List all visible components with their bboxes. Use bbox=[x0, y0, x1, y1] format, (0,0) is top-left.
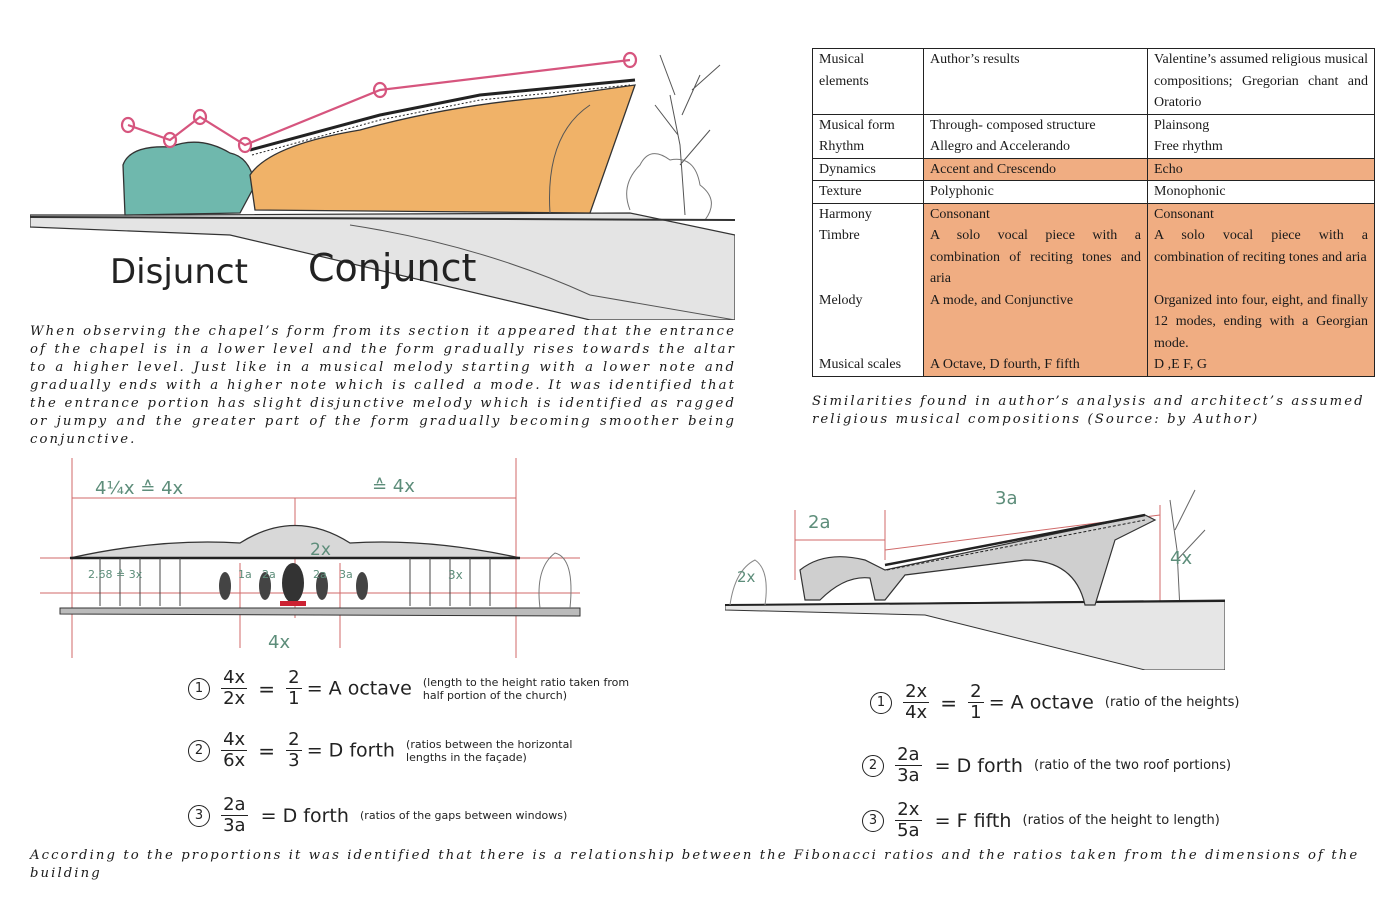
table-row: Musical form Through- composed structure Plainsong bbox=[813, 114, 1375, 136]
table-row: Harmony Consonant Consonant bbox=[813, 203, 1375, 225]
disjunct-label: Disjunct bbox=[110, 252, 248, 292]
comparison-table bbox=[812, 48, 1375, 377]
table-row: Texture Polyphonic Monophonic bbox=[813, 181, 1375, 204]
conjunct-label: Conjunct bbox=[308, 246, 477, 290]
equation-left-3: 3 $\frac{2a}{3a}$ = D forth (ratios of the gaps between windows) bbox=[188, 795, 567, 836]
dim-top-left: 4¼x ≙ 4x bbox=[95, 478, 184, 499]
dim-bottom: 4x bbox=[268, 632, 291, 653]
dim-right-height: 4x bbox=[1170, 548, 1193, 569]
table-row: Rhythm Allegro and Accelerando Free rhythm bbox=[813, 136, 1375, 158]
dim-window-1: 1a bbox=[238, 568, 252, 581]
dim-right-side: 3x bbox=[448, 568, 463, 582]
nave-volume bbox=[250, 85, 635, 213]
table-row: Musical scales A Octave, D fourth, F fifth D ,E F, G bbox=[813, 354, 1375, 376]
equation-right-3: 3 $\frac{2x}{5a}$ = F fifth (ratios of the height to length) bbox=[862, 800, 1220, 841]
caption-table: Similarities found in author’s analysis and architect’s assumed religious musical compositions (Source: by Author) bbox=[812, 394, 1365, 427]
table-row: Melody A mode, and Conjunctive Organized into four, eight, and finally 12 modes, ending with a Georgian mode. bbox=[813, 290, 1375, 355]
entrance-volume bbox=[123, 142, 255, 215]
dim-window-2: 2a bbox=[262, 568, 276, 581]
section-sketch-right bbox=[725, 470, 1225, 670]
tree-icon bbox=[627, 55, 720, 220]
header-cell: Musical elements bbox=[813, 49, 924, 115]
dim-window-4: 3a bbox=[339, 568, 353, 581]
table-row: Dynamics Accent and Crescendo Echo bbox=[813, 158, 1375, 181]
equation-left-2: 2 $\frac{4x}{6x}$ = $\frac{2}{3}$ = D forth (ratios between the horizontal lengths in the façade) bbox=[188, 730, 616, 771]
table-header-row bbox=[813, 49, 1375, 115]
facade-roof bbox=[70, 526, 520, 559]
header-cell: Author’s results bbox=[924, 49, 1148, 115]
dim-roof-right: 3a bbox=[995, 488, 1018, 509]
equation-right-1: 1 $\frac{2x}{4x}$ = $\frac{2}{1}$ = A octave (ratio of the heights) bbox=[870, 682, 1239, 723]
dim-top-right: ≙ 4x bbox=[372, 476, 415, 497]
caption-bottom: According to the proportions it was identified that there is a relationship between the Fibonacci ratios and the ratios taken from the dimensions of the building bbox=[30, 848, 1360, 881]
table-row: Timbre A solo vocal piece with a combination of reciting tones and aria A solo vocal piece with a combination of reciting tones and aria bbox=[813, 225, 1375, 290]
header-cell: Valentine’s assumed religious musical compositions; Gregorian chant and Oratorio bbox=[1148, 49, 1375, 115]
dim-left-height: 2x bbox=[737, 568, 756, 586]
dim-left-side: 2.68 ≙ 3x bbox=[88, 568, 143, 581]
equation-left-1: 1 $\frac{4x}{2x}$ = $\frac{2}{1}$ = A octave (length to the height ratio taken from half portion of the church) bbox=[188, 668, 633, 709]
equation-right-2: 2 $\frac{2a}{3a}$ = D forth (ratio of the two roof portions) bbox=[862, 745, 1231, 786]
dim-roof-left: 2a bbox=[808, 512, 831, 533]
caption-top-left: When observing the chapel’s form from its section it appeared that the entrance of the chapel is in a lower level and the form gradually rises towards the altar to a higher level. Just like in a musical melody starting with a lower note and gradually ends with a higher note which is called a mode. It was identified that the entrance portion has slight disjunctive melody which is identified as ragged or jumpy and the greater part of the form gradually becoming smoother being conjunctive. bbox=[30, 324, 736, 447]
dim-window-3: 2a bbox=[313, 568, 327, 581]
dim-middle: 2x bbox=[310, 540, 331, 560]
